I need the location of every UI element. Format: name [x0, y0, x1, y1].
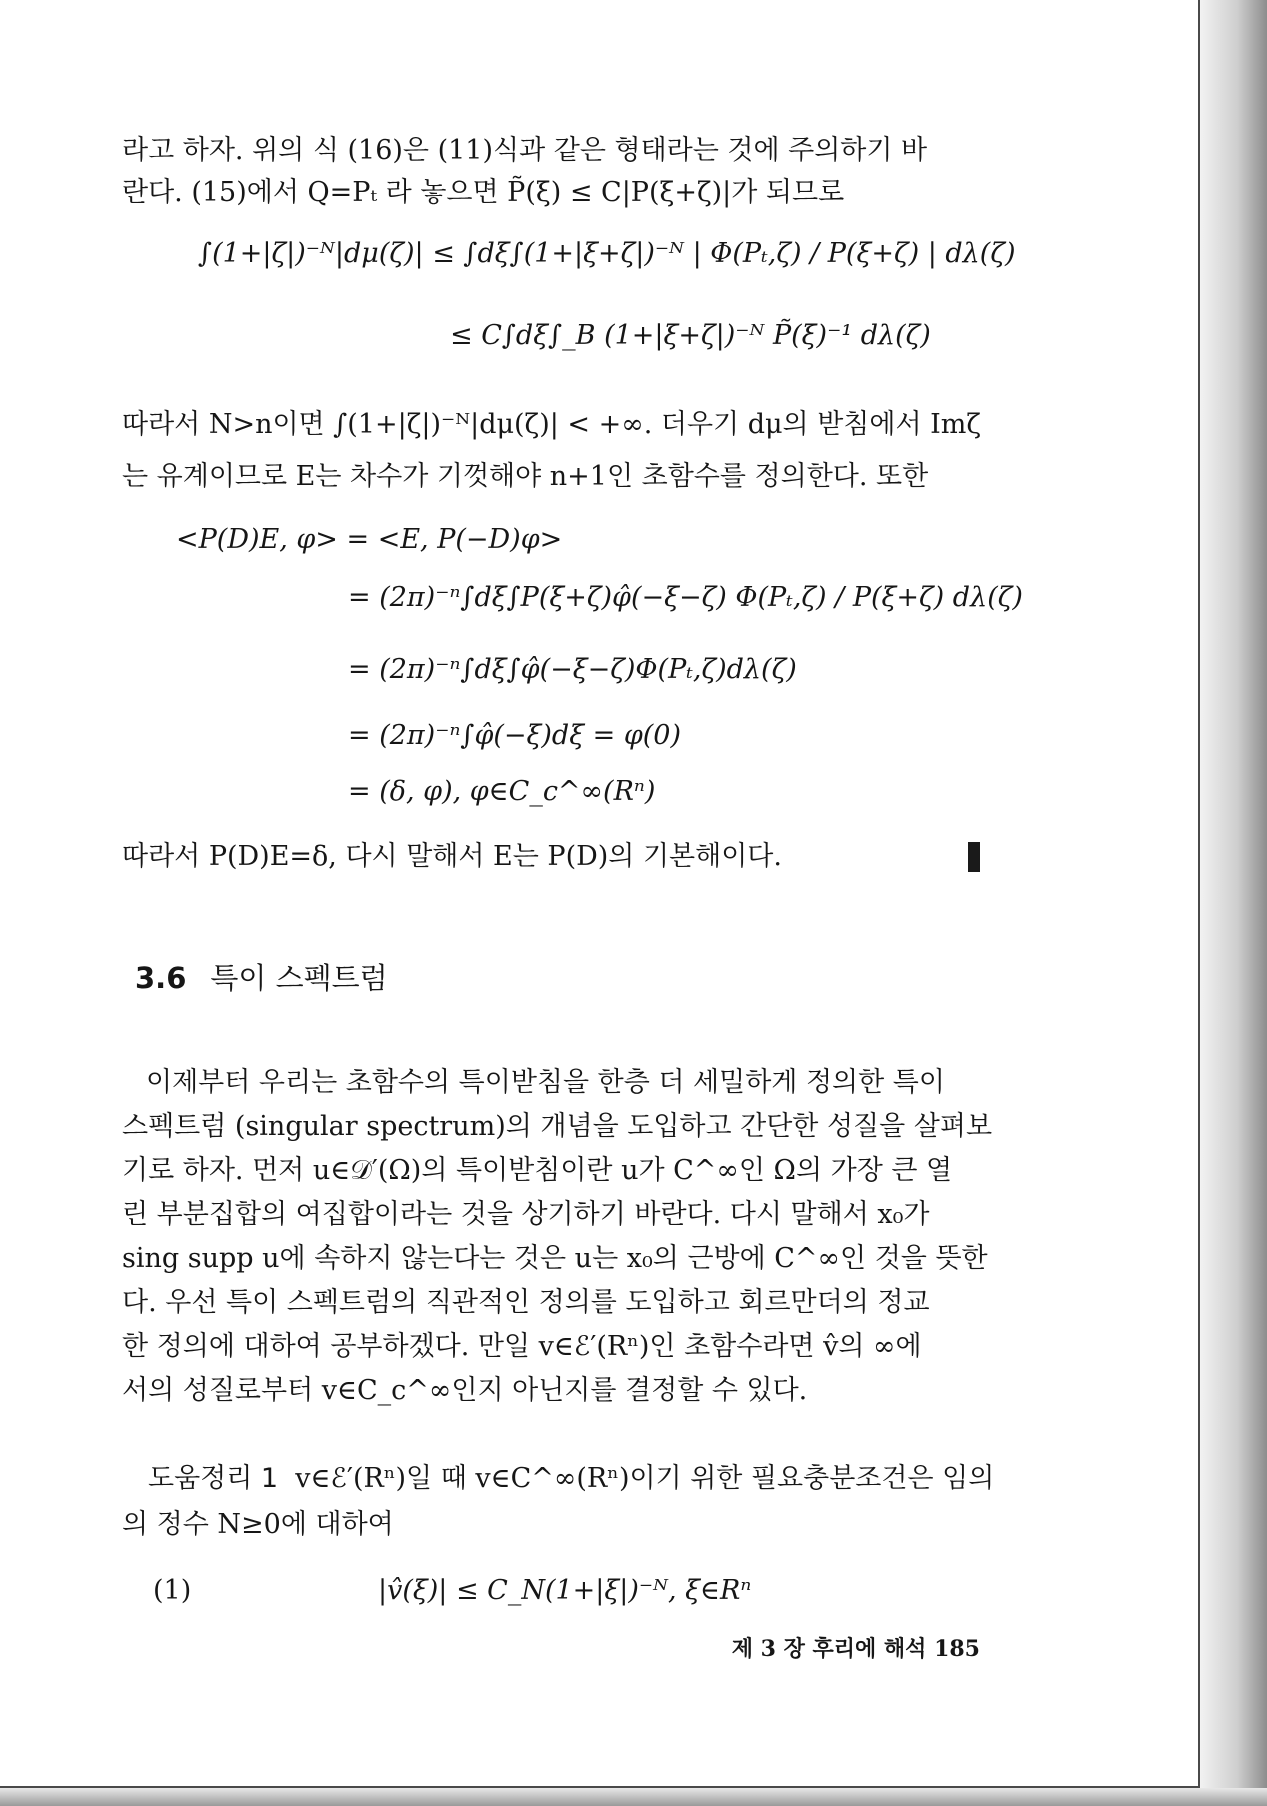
inequality-line-2: ≤ C∫dξ∫_B (1+|ξ+ζ|)⁻ᴺ P̃(ξ)⁻¹ dλ(ζ): [450, 320, 931, 351]
lemma-equation: |v̂(ξ)| ≤ C_N(1+|ξ|)⁻ᴺ, ξ∈Rⁿ: [378, 1575, 752, 1606]
chain-line-0: <P(D)E, φ> = <E, P(−D)φ>: [176, 524, 563, 555]
after-inequality-line-1: 따라서 N>n이면 ∫(1+|ζ|)⁻ᴺ|dμ(ζ)| < +∞. 더우기 dμ의 받침에서 Imζ: [122, 409, 982, 440]
body-line-2: 스펙트럼 (singular spectrum)의 개념을 도입하고 간단한 성질을 살펴보: [122, 1111, 993, 1142]
body-line-3: 기로 하자. 먼저 u∈𝒟′(Ω)의 특이받침이란 u가 C^∞인 Ω의 가장 큰 열: [122, 1155, 953, 1186]
lemma-statement: v∈ℰ′(Rⁿ)일 때 v∈C^∞(Rⁿ)이기 위한 필요충분조건은 임의: [295, 1463, 995, 1494]
intro-line-2: 란다. (15)에서 Q=Pₜ 라 놓으면 P̃(ξ) ≤ C|P(ξ+ζ)|가 되므로: [122, 177, 845, 208]
lemma-label: 도움정리 1: [148, 1463, 279, 1494]
body-line-4: 린 부분집합의 여집합이라는 것을 상기하기 바란다. 다시 말해서 x₀가: [122, 1199, 930, 1230]
lemma-line-2: 의 정수 N≥0에 대하여: [122, 1509, 394, 1540]
page-footer: 제 3 장 후리에 해석 185: [731, 1636, 980, 1662]
body-line-8: 서의 성질로부터 v∈C_c^∞인지 아닌지를 결정할 수 있다.: [122, 1375, 808, 1406]
body-line-6: 다. 우선 특이 스펙트럼의 직관적인 정의를 도입하고 회르만더의 정교: [122, 1287, 930, 1318]
intro-line-1: 라고 하자. 위의 식 (16)은 (11)식과 같은 형태라는 것에 주의하기 바: [122, 135, 928, 166]
inequality-line-1: ∫(1+|ζ|)⁻ᴺ|dμ(ζ)| ≤ ∫dξ∫(1+|ξ+ζ|)⁻ᴺ | Φ(Pₜ,ζ) / P(ξ+ζ) | dλ(ζ): [198, 238, 1016, 269]
qed-mark: [968, 842, 980, 872]
after-inequality-line-2: 는 유계이므로 E는 차수가 기껏해야 n+1인 초함수를 정의한다. 또한: [122, 461, 929, 492]
chain-line-2: = (2π)⁻ⁿ∫dξ∫φ̂(−ξ−ζ)Φ(Pₜ,ζ)dλ(ζ): [348, 654, 797, 685]
conclusion-line: 따라서 P(D)E=δ, 다시 말해서 E는 P(D)의 기본해이다.: [122, 841, 782, 872]
body-line-1: 이제부터 우리는 초함수의 특이받침을 한층 더 세밀하게 정의한 특이: [146, 1067, 945, 1098]
body-line-7: 한 정의에 대하여 공부하겠다. 만일 v∈ℰ′(Rⁿ)인 초함수라면 v̂의 ∞에: [122, 1331, 922, 1362]
lemma-line-1: [148, 1458, 1002, 1499]
page-edge-shadow: [1200, 0, 1267, 1806]
chain-line-1: = (2π)⁻ⁿ∫dξ∫P(ξ+ζ)φ̂(−ξ−ζ) Φ(Pₜ,ζ) / P(ξ+ζ) dλ(ζ): [348, 582, 1023, 613]
body-line-5: sing supp u에 속하지 않는다는 것은 u는 x₀의 근방에 C^∞인 것을 뜻한: [122, 1243, 988, 1274]
section-heading: [135, 958, 388, 998]
section-title: 특이 스펙트럼: [210, 961, 388, 995]
page-bottom-shadow: [0, 1788, 1267, 1806]
chain-line-4: = (δ, φ), φ∈C_c^∞(Rⁿ): [348, 776, 656, 807]
equation-number: (1): [153, 1575, 192, 1606]
section-number: 3.6: [135, 961, 187, 995]
chain-line-3: = (2π)⁻ⁿ∫φ̂(−ξ)dξ = φ(0): [348, 720, 682, 751]
